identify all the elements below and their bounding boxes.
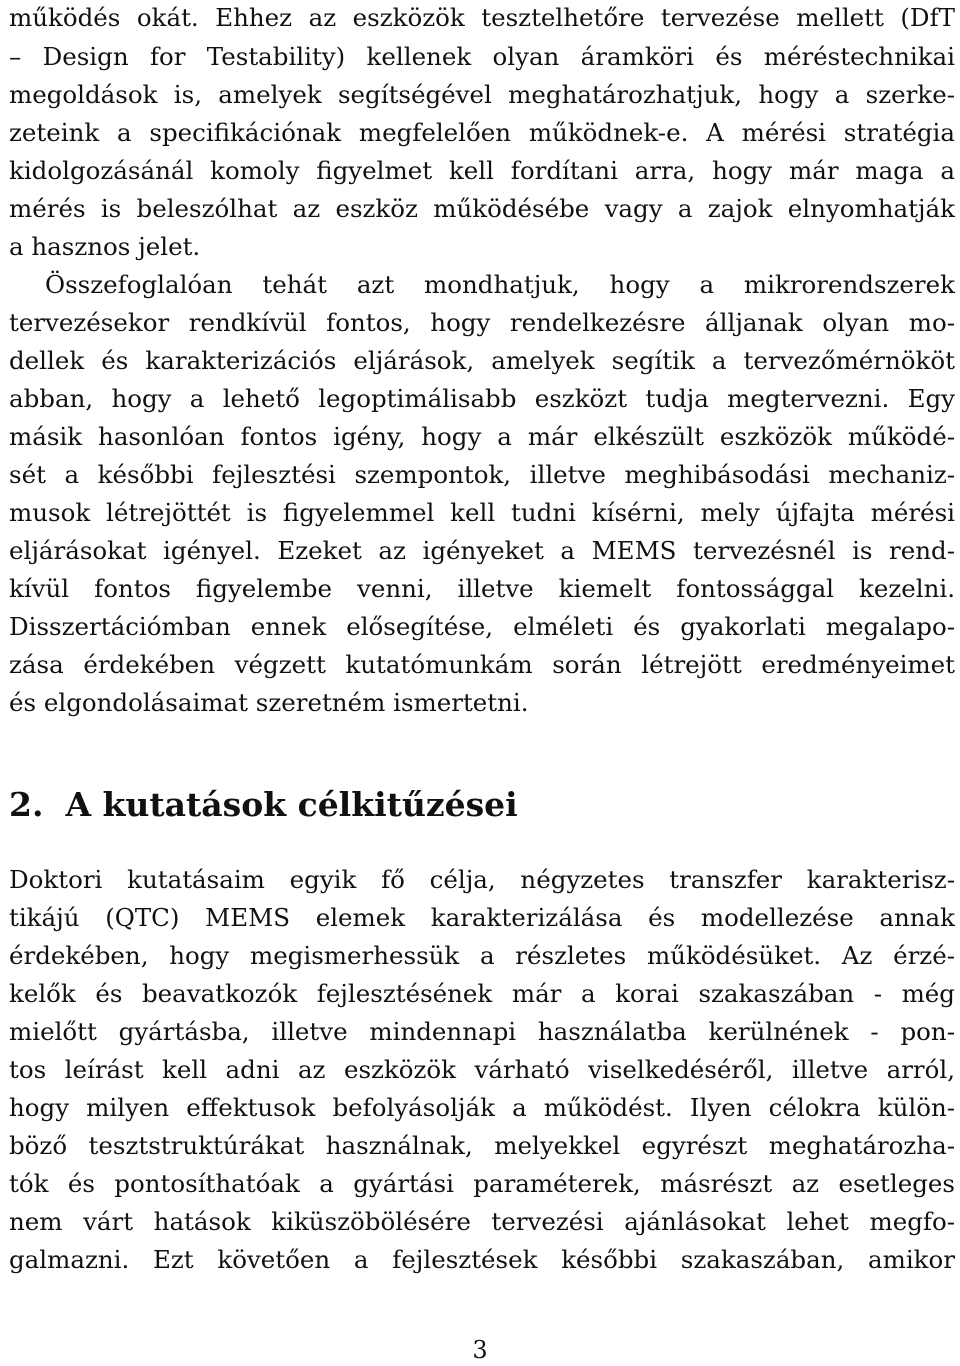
text-line: hogy milyen effektusok befolyásolják a működést. Ilyen célokra külön- <box>9 1093 955 1122</box>
text-line: musok létrejöttét is figyelemmel kell tudni kísérni, mely újfajta mérési <box>9 498 955 527</box>
text-line: érdekében, hogy megismerhessük a részletes működésüket. Az érzé- <box>9 941 955 970</box>
text-line: zása érdekében végzett kutatómunkám során létrejött eredményeimet <box>9 650 955 679</box>
text-line: megoldások is, amelyek segítségével meghatározhatjuk, hogy a szerke- <box>9 80 955 109</box>
text-line: abban, hogy a lehető legoptimálisabb eszközt tudja megtervezni. Egy <box>9 384 955 413</box>
text-line: Doktori kutatásaim egyik fő célja, négyzetes transzfer karakterisz- <box>9 865 955 894</box>
page-number: 3 <box>472 1336 488 1364</box>
text-line: a hasznos jelet. <box>9 232 201 261</box>
text-line: kelők és beavatkozók fejlesztésének már a korai szakaszában - még <box>9 979 955 1008</box>
text-line: böző tesztstruktúrákat használnak, melyekkel egyrészt meghatározha- <box>9 1131 955 1160</box>
section-heading <box>9 783 518 827</box>
text-line: tervezésekor rendkívül fontos, hogy rendelkezésre álljanak olyan mo- <box>9 308 955 337</box>
text-line: galmazni. Ezt követően a fejlesztések későbbi szakaszában, amikor <box>9 1245 955 1274</box>
text-line: – Design for Testability) kellenek olyan áramköri és méréstechnikai <box>9 42 955 71</box>
text-line: tikájú (QTC) MEMS elemek karakterizálása és modellezése annak <box>9 903 955 932</box>
text-line: másik hasonlóan fontos igény, hogy a már elkészült eszközök működé- <box>9 422 955 451</box>
text-line: kívül fontos figyelembe venni, illetve kiemelt fontossággal kezelni. <box>9 574 955 603</box>
text-line: zeteink a specifikációnak megfelelően működnek-e. A mérési stratégia <box>9 118 955 147</box>
text-line: tos leírást kell adni az eszközök várható viselkedéséről, illetve arról, <box>9 1055 955 1084</box>
section-title: A kutatások célkitűzései <box>65 785 518 824</box>
text-line: és elgondolásaimat szeretném ismertetni. <box>9 688 529 717</box>
text-line: mielőtt gyártásba, illetve mindennapi használatba kerülnének - pon- <box>9 1017 955 1046</box>
text-line: Összefoglalóan tehát azt mondhatjuk, hogy a mikrorendszerek <box>45 270 955 299</box>
text-line: mérés is beleszólhat az eszköz működésébe vagy a zajok elnyomhatják <box>9 194 955 223</box>
text-line: sét a későbbi fejlesztési szempontok, illetve meghibásodási mechaniz- <box>9 460 955 489</box>
section-number: 2. <box>9 785 44 824</box>
text-line: tók és pontosíthatóak a gyártási paraméterek, másrészt az esetleges <box>9 1169 955 1198</box>
text-line: eljárásokat igényel. Ezeket az igényeket a MEMS tervezésnél is rend- <box>9 536 955 565</box>
text-line: kidolgozásánál komoly figyelmet kell fordítani arra, hogy már maga a <box>9 156 955 185</box>
text-line: nem várt hatások kiküszöbölésére tervezési ajánlásokat lehet megfo- <box>9 1207 955 1236</box>
text-line: működés okát. Ehhez az eszközök tesztelhetőre tervezése mellett (DfT <box>9 3 955 32</box>
text-line: Disszertációmban ennek elősegítése, elméleti és gyakorlati megalapo- <box>9 612 955 641</box>
text-line: dellek és karakterizációs eljárások, amelyek segítik a tervezőmérnököt <box>9 346 955 375</box>
